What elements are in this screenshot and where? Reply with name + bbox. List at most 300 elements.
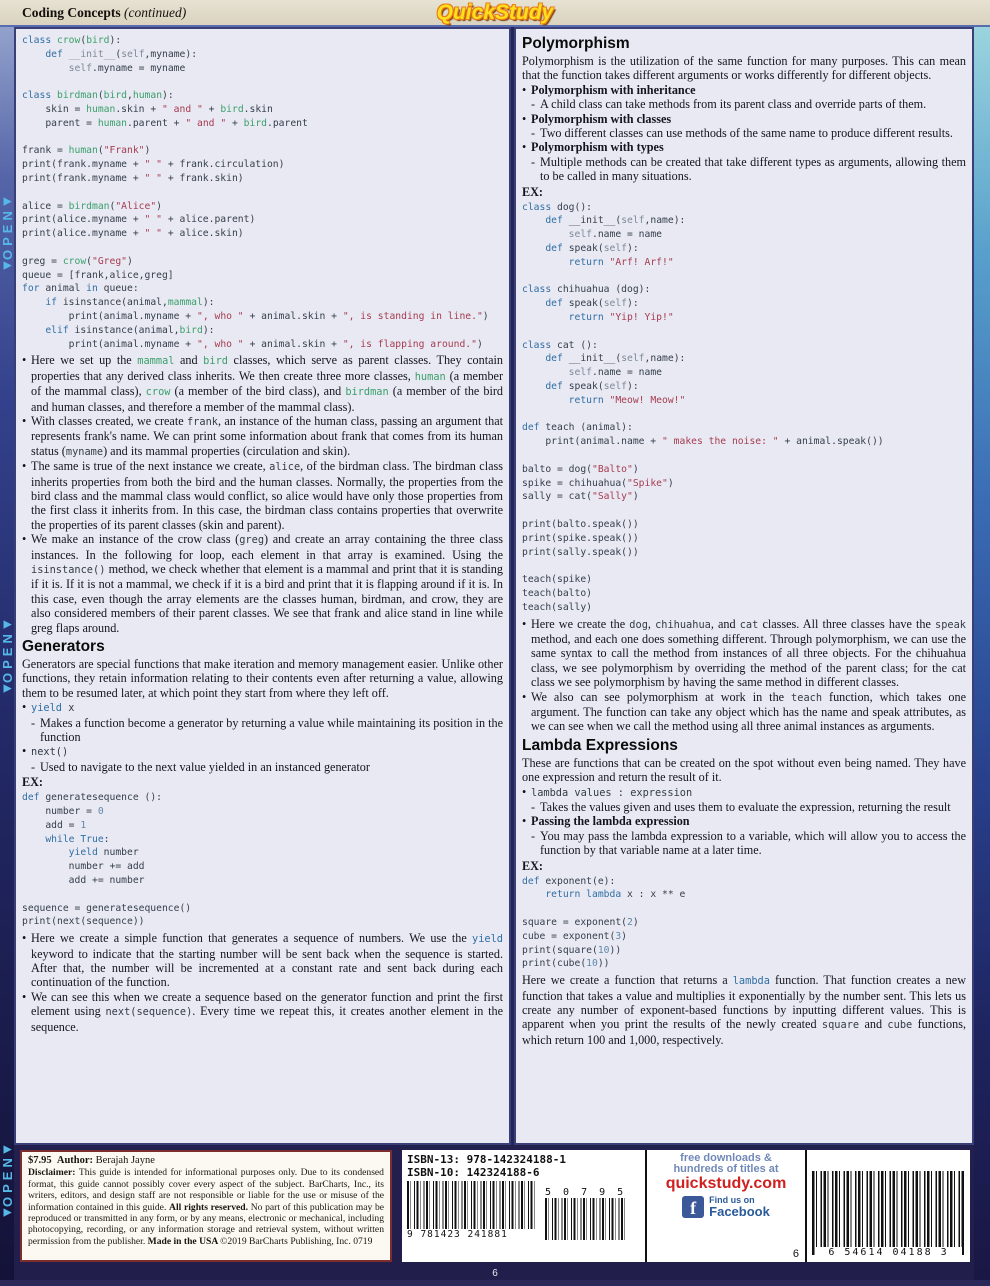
text-segment: square = exponent( xyxy=(522,917,627,929)
code-line xyxy=(522,242,966,256)
code-line xyxy=(522,421,966,435)
text-segment: Polymorphism with classes xyxy=(531,111,672,126)
text-segment: crow xyxy=(145,386,171,399)
code-line xyxy=(22,62,503,76)
text-segment: print(sally.speak()) xyxy=(522,546,639,558)
code-line xyxy=(522,559,966,573)
text-segment: This guide is intended for informational purposes only. Due to its condensed format, this guide cannot possibly cover every aspect of the subject. BarCharts, Inc., its writers, editors, and design staff are not responsible or liable for the use or misuse of the information contained in this guide. xyxy=(28,1167,384,1213)
code-line xyxy=(522,477,966,491)
facebook-row xyxy=(652,1196,800,1218)
text-segment: + alice.skin) xyxy=(161,228,244,240)
text-segment: birdman xyxy=(68,200,110,212)
text-segment: Here we set up the xyxy=(31,353,138,368)
code-line xyxy=(22,819,503,833)
section-heading: Polymorphism xyxy=(522,35,630,52)
text-segment: : xyxy=(103,833,110,845)
text-segment: ) xyxy=(476,338,483,350)
example-label: EX: xyxy=(522,184,543,199)
code-line xyxy=(22,172,503,186)
text-segment: . Every time we repeat this, it creates another element in the sequence. xyxy=(31,1004,504,1034)
code-line xyxy=(522,944,966,958)
text-segment: Made in the USA xyxy=(147,1235,221,1247)
text-segment: The same is true of the next instance we create, xyxy=(31,459,270,474)
text-segment: classes, which serve as parent classes. They contain properties that any derived class inherits. We then create three more classes, xyxy=(31,353,503,383)
text-segment: isinstance() xyxy=(31,564,106,577)
text-segment: crow xyxy=(62,255,87,267)
text-segment: 3 xyxy=(615,930,622,942)
text-segment: ) xyxy=(621,930,628,942)
text-segment: Here we create a simple function that generates a sequence of numbers. We use the xyxy=(31,931,472,946)
text-segment: 0 xyxy=(97,806,104,818)
list-text xyxy=(540,829,966,858)
list-text xyxy=(531,83,966,97)
text-segment: mammal xyxy=(137,355,175,368)
code-line xyxy=(522,311,966,325)
code-line xyxy=(522,228,966,242)
text-segment: print(animal.name + xyxy=(522,436,662,448)
text-segment: dog(): xyxy=(557,201,592,213)
code-line xyxy=(522,270,966,284)
text-segment: method, and each one does something different. Through polymorphism, we can use the same syntax to call the method from instances of all three objects. For the chihuahua class, we see polymorphism by overriding the method of the parent class; for the cat class we see polymorphism by having the same method in different classes. xyxy=(531,631,966,690)
sub-item xyxy=(531,800,966,814)
list-text xyxy=(31,700,503,715)
code-line xyxy=(22,915,503,929)
text-segment: print(animal.myname + xyxy=(22,338,197,350)
text-segment: ( xyxy=(97,145,104,157)
text-segment: speak xyxy=(935,618,966,631)
text-segment xyxy=(522,243,545,254)
text-segment: .name = name xyxy=(592,367,663,379)
triangle-icon: ◀ xyxy=(2,1143,13,1155)
list-marker: • xyxy=(22,532,27,547)
text-segment: ) xyxy=(667,477,674,489)
code-line xyxy=(522,957,966,971)
text-segment: .parent + xyxy=(127,117,186,129)
promo-line2: hundreds of titles at xyxy=(673,1163,779,1175)
text-segment: greg = xyxy=(22,255,63,267)
ean-barcode xyxy=(407,1181,535,1240)
quickstudy-logo: QuickStudy xyxy=(436,1,554,24)
text-segment: 1 xyxy=(80,819,87,831)
text-segment: myname xyxy=(65,445,104,458)
code-line xyxy=(522,573,966,587)
list-marker: • xyxy=(22,931,27,946)
paragraph xyxy=(22,657,503,700)
text-segment: ): xyxy=(162,90,174,102)
list-marker: • xyxy=(22,353,27,368)
code-line xyxy=(22,75,503,89)
upc-section xyxy=(807,1150,970,1262)
paragraph xyxy=(522,973,966,1047)
text-segment: human xyxy=(97,117,127,129)
code-line xyxy=(22,131,503,145)
bullet-item xyxy=(22,414,503,459)
text-segment: ) and create an array containing the three class instances. In the following for loop, each element in that array is examined. Using the xyxy=(31,532,504,562)
text-segment: speak( xyxy=(568,381,604,393)
text-segment: " makes the noise: " xyxy=(661,436,779,448)
text-segment: print(alice.myname + xyxy=(22,228,145,240)
price: $7.95 xyxy=(28,1155,52,1166)
price-code-digits: 5 0 7 9 5 xyxy=(545,1187,627,1198)
text-segment: print(frank.myname + xyxy=(22,159,145,171)
sub-item xyxy=(531,97,966,111)
text-segment: Generators are special functions that make iteration and memory management easier. Unlike other functions, they retain information relating to their contents even after returning a value, allowing them to be resumed later, at which point they start from where they left off. xyxy=(22,657,503,700)
text-segment: self xyxy=(603,381,628,393)
text-segment: for xyxy=(22,283,46,295)
text-segment: self xyxy=(621,353,645,365)
list-marker: - xyxy=(531,828,536,843)
text-segment: bird xyxy=(103,90,128,102)
facebook-text xyxy=(709,1196,770,1218)
list-text xyxy=(540,155,966,184)
text-segment: lambda values : expression xyxy=(531,786,693,799)
text-segment: .skin + xyxy=(115,103,162,115)
text-segment: yield xyxy=(472,933,503,946)
code-line xyxy=(522,504,966,518)
list-marker: - xyxy=(531,126,536,141)
text-segment: birdman xyxy=(345,386,389,399)
text-segment: " " xyxy=(144,159,162,171)
text-segment: + animal.skin + xyxy=(243,338,343,350)
text-segment: , an instance of the human class, passing an argument that represents frank's name. We can print some information about frank that comes from its human status ( xyxy=(31,413,503,458)
text-segment: self xyxy=(603,243,628,255)
code-block xyxy=(22,34,503,351)
text-segment: bird xyxy=(179,324,203,336)
text-segment: .myname = myname xyxy=(92,62,186,74)
text-segment: next(sequence) xyxy=(105,1006,193,1019)
text-segment: With classes created, we create xyxy=(31,413,187,428)
section-heading: Generators xyxy=(22,638,105,656)
code-line xyxy=(522,435,966,449)
bullet-item xyxy=(22,990,503,1034)
code-line xyxy=(522,601,966,615)
bullet-item xyxy=(522,814,966,828)
list-marker: • xyxy=(522,140,527,155)
barcode-bars xyxy=(545,1198,625,1240)
text-segment: .parent xyxy=(267,117,308,129)
sub-item xyxy=(531,155,966,184)
text-segment: and xyxy=(174,353,204,368)
page-number-bottom: 6 xyxy=(492,1268,498,1279)
triangle-icon: ◀ xyxy=(2,196,13,208)
code-line xyxy=(522,380,966,394)
text-segment: add += number xyxy=(22,875,145,887)
text-segment: mammal xyxy=(167,297,203,309)
text-segment: teach(balto) xyxy=(522,587,592,599)
text-segment: ( xyxy=(86,255,93,267)
text-segment: class xyxy=(22,35,57,46)
code-line xyxy=(22,103,503,117)
text-segment xyxy=(522,215,545,226)
text-segment: + xyxy=(202,103,221,115)
text-segment: print(frank.myname + xyxy=(22,172,145,184)
sub-item xyxy=(531,829,966,858)
text-segment: A child class can take methods from its parent class and override parts of them. xyxy=(540,97,927,112)
code-line xyxy=(22,805,503,819)
text-segment: Passing the lambda expression xyxy=(531,814,690,829)
text-segment: "Meow! Meow!" xyxy=(609,394,686,406)
text-segment: " and " xyxy=(162,103,203,115)
text-segment: Takes the values given and uses them to evaluate the expression, returning the result xyxy=(540,800,951,815)
open-tab-middle xyxy=(0,554,15,759)
text-segment: skin = xyxy=(22,103,87,115)
text-segment: def xyxy=(545,353,569,365)
list-text xyxy=(31,532,503,635)
text-segment: Polymorphism with inheritance xyxy=(531,82,696,97)
text-segment: class xyxy=(522,201,557,213)
list-marker: • xyxy=(22,989,27,1004)
open-tab-label: OPEN xyxy=(0,207,15,260)
code-block xyxy=(22,791,503,929)
code-line xyxy=(22,310,503,324)
list-text xyxy=(531,140,966,154)
text-segment: ( xyxy=(115,48,122,60)
text-segment: self xyxy=(568,229,593,241)
code-line xyxy=(22,282,503,296)
text-segment: ( xyxy=(109,200,116,212)
text-segment: These are functions that can be created on the spot without even being named. They have one expression and return the result of it. xyxy=(522,755,966,785)
text-segment: ) xyxy=(127,255,133,267)
text-segment: " " xyxy=(144,228,162,240)
code-line xyxy=(22,213,503,227)
list-text xyxy=(531,112,966,126)
text-segment: Polymorphism is the utilization of the same function for many purposes. This can mean that the function takes different arguments or works differently for different objects. xyxy=(522,54,966,83)
text-segment xyxy=(522,395,569,406)
text-segment: human xyxy=(68,145,98,157)
paragraph xyxy=(522,54,966,83)
text-segment xyxy=(22,834,45,845)
code-line xyxy=(22,144,503,158)
code-line xyxy=(522,916,966,930)
list-text xyxy=(40,760,503,774)
text-segment: queue: xyxy=(103,283,139,295)
code-line xyxy=(22,888,503,902)
author-label: Author: xyxy=(56,1155,94,1166)
promo-section xyxy=(647,1150,807,1262)
main-content xyxy=(14,27,974,1145)
text-segment: next() xyxy=(31,746,69,759)
code-block xyxy=(522,201,966,615)
text-segment: + frank.circulation) xyxy=(161,159,285,171)
text-segment: ): xyxy=(202,324,215,336)
text-segment: speak( xyxy=(568,298,604,310)
list-text xyxy=(31,990,503,1034)
code-line xyxy=(522,297,966,311)
text-segment: and xyxy=(859,1017,888,1032)
text-segment: Makes a function become a generator by returning a value while maintaining its position in the function xyxy=(40,715,503,745)
list-marker: • xyxy=(522,814,527,829)
barcode-strip xyxy=(402,1150,970,1262)
code-line xyxy=(22,338,503,352)
list-text xyxy=(540,126,966,140)
text-segment: class xyxy=(522,284,557,296)
text-segment xyxy=(22,63,69,74)
code-block xyxy=(522,875,966,972)
text-segment: isinstance(animal, xyxy=(74,324,180,336)
text-segment: , xyxy=(127,90,133,102)
text-segment: if xyxy=(45,297,63,309)
list-text xyxy=(31,744,503,759)
code-line xyxy=(22,846,503,860)
text-segment: def xyxy=(22,792,46,804)
promo-line1: free downloads & xyxy=(680,1152,772,1164)
text-segment: teach xyxy=(791,691,823,704)
text-segment: Multiple methods can be created that take different types as arguments, allowing them to be called in many situations. xyxy=(540,154,966,184)
text-segment: parent = xyxy=(22,117,98,129)
text-segment: ) xyxy=(144,145,151,157)
code-line xyxy=(22,200,503,214)
list-marker: • xyxy=(22,413,27,428)
text-segment: ( xyxy=(97,90,104,102)
text-segment xyxy=(522,889,545,900)
code-line xyxy=(22,34,503,48)
text-segment: human xyxy=(414,370,446,383)
text-segment: teach(sally) xyxy=(522,601,592,613)
list-marker: • xyxy=(522,616,527,631)
text-segment: chihuahua xyxy=(655,618,711,631)
text-segment: class xyxy=(22,90,57,102)
isbn13: ISBN-13: 978-142324188-1 xyxy=(407,1153,566,1166)
list-marker: • xyxy=(22,700,27,715)
bullet-item xyxy=(22,459,503,532)
text-segment: No part of this publication may be reproduced or transmitted in any form, or by any means, electronic or mechanical, including photocopying, recording, or any information storage and retrieval system, without written permission from the publisher. xyxy=(28,1201,385,1247)
code-line xyxy=(522,366,966,380)
text-segment: self xyxy=(68,62,93,74)
text-segment: self xyxy=(121,48,145,60)
text-segment xyxy=(522,229,569,240)
text-segment: ) xyxy=(632,491,639,503)
code-line xyxy=(22,791,503,805)
text-segment: "Arf! Arf!" xyxy=(609,256,674,268)
text-segment: square xyxy=(821,1019,860,1032)
text-segment: ) xyxy=(632,917,639,929)
text-segment: ) xyxy=(632,463,639,475)
page-title-text: Coding Concepts xyxy=(22,5,121,20)
text-segment: "Yip! Yip!" xyxy=(609,312,674,324)
code-line xyxy=(522,201,966,215)
text-segment: alice xyxy=(269,461,301,474)
price-code-barcode xyxy=(545,1187,626,1240)
list-text xyxy=(540,97,966,111)
text-segment: yield xyxy=(68,847,104,859)
text-segment: + xyxy=(226,117,244,129)
text-segment: number = xyxy=(22,806,98,818)
text-segment: + animal.skin + xyxy=(243,310,343,322)
text-segment: + animal.speak()) xyxy=(778,436,884,448)
code-line xyxy=(22,296,503,310)
text-segment: greg xyxy=(239,534,265,547)
text-segment: yield xyxy=(31,702,62,715)
code-line xyxy=(22,158,503,172)
open-tab-label: OPEN xyxy=(0,1154,15,1208)
text-segment: print(balto.speak()) xyxy=(522,518,639,530)
text-segment: def xyxy=(45,48,69,60)
text-segment: __init__( xyxy=(568,215,622,227)
text-segment: human xyxy=(132,90,163,102)
code-line xyxy=(522,902,966,916)
right-edge-strip xyxy=(974,26,990,1280)
code-line xyxy=(522,325,966,339)
text-segment: (a member of the mammal class), xyxy=(31,368,504,399)
text-segment: isinstance(animal, xyxy=(62,297,168,309)
text-segment: __init__ xyxy=(68,48,116,60)
code-line xyxy=(522,587,966,601)
text-segment: classes. All three classes have the xyxy=(758,616,935,631)
barcode-bars xyxy=(812,1171,965,1255)
text-segment: dog xyxy=(629,618,648,631)
text-segment: crow xyxy=(57,35,81,46)
barcode-bars xyxy=(407,1181,535,1229)
code-line xyxy=(522,214,966,228)
text-segment: x : x ** e xyxy=(627,889,686,901)
text-segment: def xyxy=(545,215,569,227)
text-segment: cat (): xyxy=(557,339,598,351)
text-segment: " and " xyxy=(185,117,227,129)
text-segment: print(animal.myname + xyxy=(22,310,197,322)
list-marker: - xyxy=(31,715,36,730)
code-line xyxy=(22,860,503,874)
bullet-item xyxy=(522,690,966,734)
text-segment: sally = cat( xyxy=(522,491,592,503)
text-segment: function. That function creates a new function that takes a value and multiplies it exponentially by the number sent. This lets us create any number of exponent-based functions by inputting different values. This is apparent when you print the results of the newly created xyxy=(522,973,966,1032)
text-segment: spike = chihuahua( xyxy=(522,477,627,489)
code-line xyxy=(522,490,966,504)
text-segment: .name = name xyxy=(592,229,663,241)
text-segment: ): xyxy=(109,35,122,46)
text-segment: "Sally" xyxy=(592,491,633,503)
bullet-item xyxy=(22,353,503,414)
text-segment xyxy=(522,381,545,392)
text-segment: bird xyxy=(220,103,244,115)
text-segment: (a member of the bird and human classes, and therefore a member of the mammal class). xyxy=(31,384,504,414)
text-segment: .skin xyxy=(243,103,273,115)
price-author-line xyxy=(28,1155,384,1166)
text-segment: )) xyxy=(609,944,622,956)
list-text xyxy=(40,716,503,745)
bullet-item xyxy=(22,744,503,759)
text-segment: def xyxy=(522,875,546,887)
text-segment: ) and its mammal properties (circulation and skin). xyxy=(103,443,351,458)
bullet-item xyxy=(522,617,966,690)
text-segment: + alice.parent) xyxy=(161,214,256,226)
text-segment: print(square( xyxy=(522,944,598,956)
text-segment: ", is standing in line." xyxy=(342,310,483,322)
text-segment: , xyxy=(647,616,656,631)
text-segment: frank = xyxy=(22,145,69,157)
code-line xyxy=(22,833,503,847)
text-segment xyxy=(22,325,45,336)
sub-item xyxy=(531,126,966,140)
text-segment: print(cube( xyxy=(522,958,587,970)
text-segment: ( xyxy=(80,35,87,46)
text-segment: ) xyxy=(482,310,489,322)
triangle-icon: ◀ xyxy=(2,259,13,271)
disclaimer-box xyxy=(20,1150,392,1262)
text-segment xyxy=(522,298,545,309)
code-line xyxy=(22,48,503,62)
text-segment: We also can see polymorphism at work in the xyxy=(531,689,792,704)
code-line xyxy=(522,546,966,560)
code-line xyxy=(22,255,503,269)
text-segment: generatesequence (): xyxy=(45,792,162,804)
code-line xyxy=(22,874,503,888)
facebook-icon: f xyxy=(682,1196,704,1218)
example-label: EX: xyxy=(522,858,543,873)
section-heading: Lambda Expressions xyxy=(522,736,678,754)
text-segment: " " xyxy=(144,214,162,226)
text-segment: 2 xyxy=(626,917,633,929)
text-segment: sequence = generatesequence() xyxy=(22,902,192,914)
